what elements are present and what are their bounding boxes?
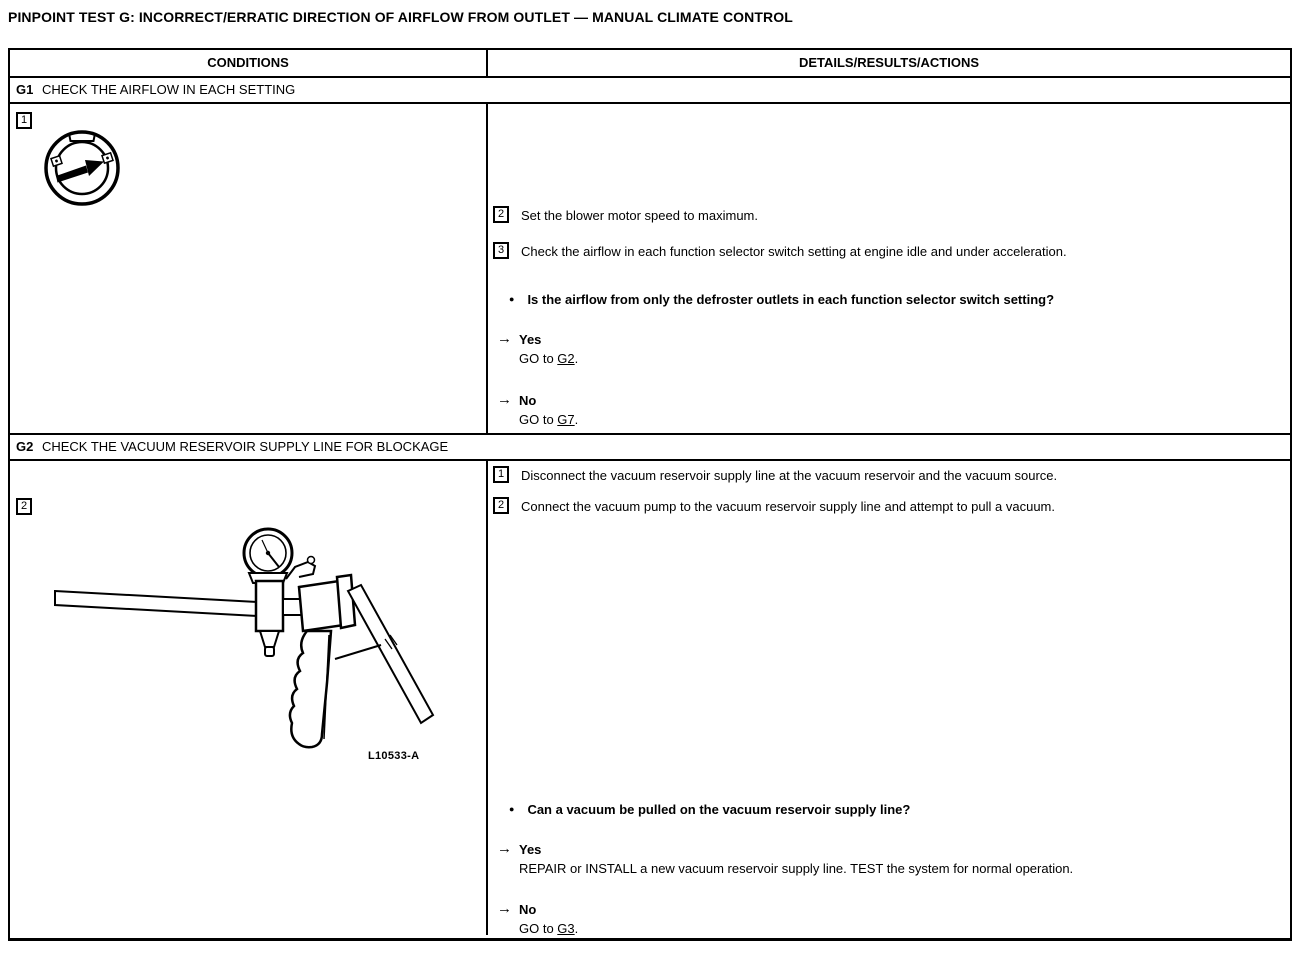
knob-icon [40,125,124,209]
section-header-g2 [10,435,1290,461]
step-marker: 3 [493,242,509,259]
g1-question [509,292,1282,308]
result-action [519,921,578,937]
go-to-g7-link[interactable]: G7 [557,412,575,427]
g1-content-row [10,104,1290,435]
result-label-no: No [519,393,537,408]
arrow-right-icon: → [497,900,512,917]
bullet-icon: ● [509,294,515,304]
g2-details-cell [488,461,1290,935]
step-marker: 2 [493,497,509,514]
step-marker: 1 [493,466,509,483]
arrow-right-icon: → [497,840,512,857]
g2-step-1 [493,466,1282,484]
question-text: Can a vacuum be pulled on the vacuum reservoir supply line? [527,802,911,817]
result-action [519,351,578,367]
action-suffix: . [574,412,579,427]
step-text: Set the blower motor speed to maximum. [521,208,758,223]
g2-yes-result [497,842,1282,877]
action-prefix: GO to [519,921,558,936]
step-marker: 1 [16,112,32,129]
action-suffix: . [574,921,579,936]
result-label-yes: Yes [519,842,542,857]
table-header-row [10,50,1290,78]
g2-content-row [10,461,1290,935]
step-text: Disconnect the vacuum reservoir supply line at the vacuum reservoir and the vacuum source. [521,468,1058,483]
section-heading-g2: CHECK THE VACUUM RESERVOIR SUPPLY LINE FOR BLOCKAGE [41,439,449,454]
g2-question [509,802,1282,818]
question-text: Is the airflow from only the defroster outlets in each function selector switch setting? [527,292,1055,307]
g2-no-result [497,902,1282,937]
action-suffix: . [574,351,579,366]
g1-conditions-cell [10,104,488,433]
g2-conditions-cell [10,461,488,935]
bullet-icon: ● [509,804,515,814]
column-header-conditions: CONDITIONS [10,50,488,76]
function-selector-knob-illustration [40,125,124,209]
g1-yes-result [497,332,1282,367]
go-to-g2-link[interactable]: G2 [557,351,575,366]
g2-step-2 [493,497,1282,515]
figure-label: L10533-A [368,750,420,762]
g1-step-3 [493,242,1282,260]
section-id-g2: G2 [16,439,34,454]
result-label-yes: Yes [519,332,542,347]
result-label-no: No [519,902,537,917]
g1-details-cell [488,104,1290,433]
vacuum-pump-illustration [45,517,445,767]
column-header-details: DETAILS/RESULTS/ACTIONS [798,55,980,70]
g1-step-2 [493,206,1282,224]
step-text: Connect the vacuum pump to the vacuum reservoir supply line and attempt to pull a vacuum. [521,499,1056,514]
pinpoint-test-table [8,48,1292,941]
step-text: Check the airflow in each function selector switch setting at engine idle and under acceleration. [521,244,1067,259]
section-header-g1 [10,78,1290,104]
section-id-g1: G1 [16,82,34,97]
result-action [519,412,578,428]
action-prefix: GO to [519,412,558,427]
go-to-g3-link[interactable]: G3 [557,921,575,936]
step-marker: 2 [16,498,32,515]
action-prefix: GO to [519,351,558,366]
arrow-right-icon: → [497,391,512,408]
page-title: PINPOINT TEST G: INCORRECT/ERRATIC DIRECTION OF AIRFLOW FROM OUTLET — MANUAL CLIMATE CONTROL [8,9,793,25]
section-heading-g1: CHECK THE AIRFLOW IN EACH SETTING [41,82,296,97]
arrow-right-icon: → [497,330,512,347]
result-action: REPAIR or INSTALL a new vacuum reservoir supply line. TEST the system for normal operation. [519,861,1074,876]
vacuum-pump-icon [45,517,445,767]
step-marker: 2 [493,206,509,223]
g1-no-result [497,393,1282,428]
